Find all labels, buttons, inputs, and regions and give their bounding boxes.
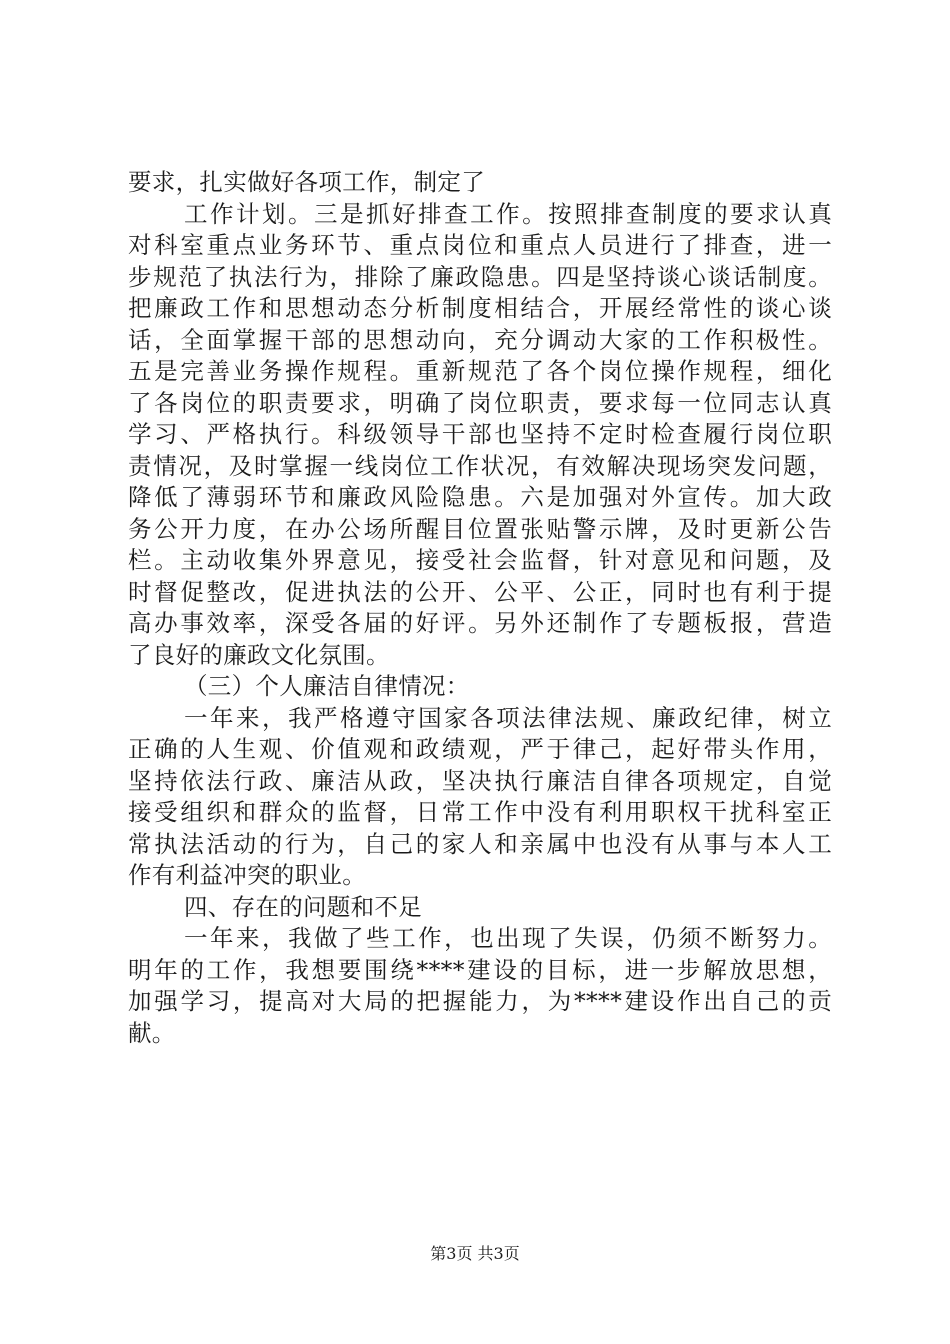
body-text xyxy=(128,167,832,1049)
text-line: 降低了薄弱环节和廉政风险隐患。六是加强对外宣传。加大政 xyxy=(128,483,832,511)
text-line: 接受组织和群众的监督，日常工作中没有利用职权干扰科室正 xyxy=(128,798,832,826)
text-line: 明年的工作，我想要围绕****建设的目标，进一步解放思想， xyxy=(128,955,832,984)
text-line: 要求，扎实做好各项工作，制定了 xyxy=(128,168,485,196)
text-line: 时督促整改，促进执法的公开、公平、公正，同时也有利于提 xyxy=(128,577,832,606)
text-line: 栏。主动收集外界意见，接受社会监督，针对意见和问题，及 xyxy=(128,546,832,574)
text-line: 五是完善业务操作规程。重新规范了各个岗位操作规程，细化 xyxy=(128,357,832,385)
text-line: 工作计划。三是抓好排查工作。按照排查制度的要求认真 xyxy=(184,199,832,228)
text-line: 对科室重点业务环节、重点岗位和重点人员进行了排查，进一 xyxy=(128,231,832,259)
text-line: 务公开力度，在办公场所醒目位置张贴警示牌，及时更新公告 xyxy=(128,514,832,543)
text-line: 责情况，及时掌握一线岗位工作状况，有效解决现场突发问题， xyxy=(128,451,832,480)
section-heading: 四、存在的问题和不足 xyxy=(184,892,422,921)
text-line: 献。 xyxy=(128,1018,176,1047)
text-line: 一年来，我严格遵守国家各项法律法规、廉政纪律，树立 xyxy=(184,703,832,732)
text-line: 一年来，我做了些工作，也出现了失误，仍须不断努力。 xyxy=(184,924,832,952)
text-line: 了良好的廉政文化氛围。 xyxy=(128,640,390,669)
text-line: 常执法活动的行为，自己的家人和亲属中也没有从事与本人工 xyxy=(128,829,832,858)
text-line: 加强学习，提高对大局的把握能力，为****建设作出自己的贡 xyxy=(128,987,832,1015)
text-line: 作有利益冲突的职业。 xyxy=(128,861,366,889)
text-line: 高办事效率，深受各届的好评。另外还制作了专题板报，营造 xyxy=(128,609,832,637)
text-line: 坚持依法行政、廉洁从政，坚决执行廉洁自律各项规定，自觉 xyxy=(128,766,832,795)
text-line: 正确的人生观、价值观和政绩观，严于律己，起好带头作用， xyxy=(128,735,832,763)
text-line: 把廉政工作和思想动态分析制度相结合，开展经常性的谈心谈 xyxy=(128,294,832,322)
text-line: 话，全面掌握干部的思想动向，充分调动大家的工作积极性。 xyxy=(128,325,832,354)
section-heading: （三）个人廉洁自律情况： xyxy=(184,672,470,700)
text-line: 步规范了执法行为，排除了廉政隐患。四是坚持谈心谈话制度。 xyxy=(128,262,832,291)
page-footer xyxy=(0,1244,950,1264)
text-line: 学习、严格执行。科级领导干部也坚持不定时检查履行岗位职 xyxy=(128,420,832,448)
page-number: 第3页 共3页 xyxy=(430,1244,520,1263)
text-line: 了各岗位的职责要求，明确了岗位职责，要求每一位同志认真 xyxy=(128,388,832,417)
